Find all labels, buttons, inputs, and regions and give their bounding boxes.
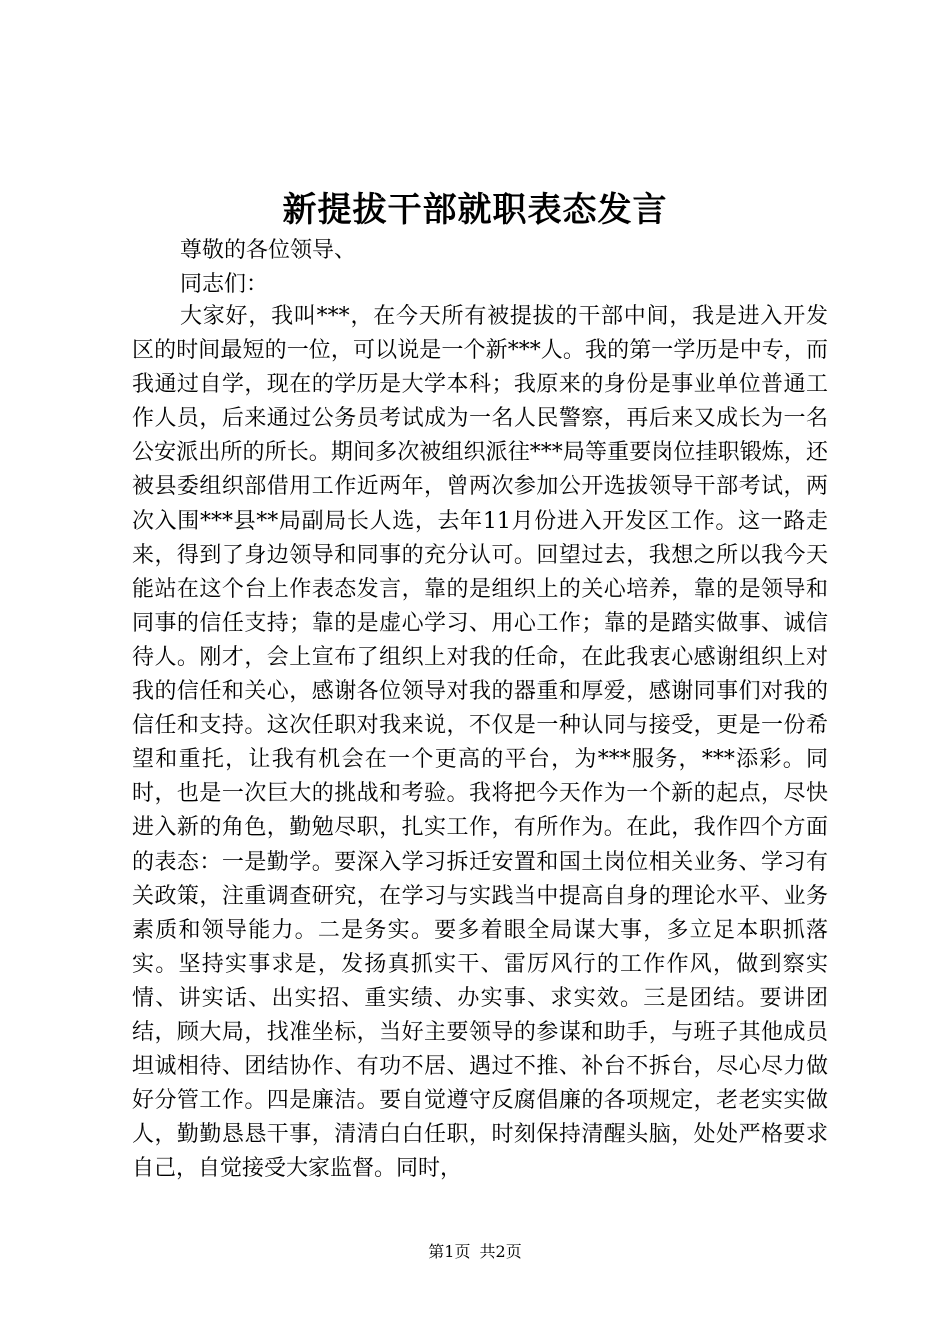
page-number-footer: 第1页 共2页 [428, 1242, 522, 1261]
speech-body-paragraph: 大家好，我叫***，在今天所有被提拔的干部中间，我是进入开发区的时间最短的一位，可以说是一个新***人。我的第一学历是中专，而我通过自学，现在的学历是大学本科；我原来的身份是事业单位普通工作人员，后来通过公务员考试成为一名人民警察，再后来又成长为一名公安派出所的所长。期间多次被组织派往***局等重要岗位挂职锻炼，还被县委组织部借用工作近两年，曾两次参加公开选拔领导干部考试，两次入围***县**局副局长人选，去年11月份进入开发区工作。这一路走来，得到了身边领导和同事的充分认可。回望过去，我想之所以我今天能站在这个台上作表态发言，靠的是组织上的关心培养，靠的是领导和同事的信任支持；靠的是虚心学习、用心工作；靠的是踏实做事、诚信待人。刚才，会上宣布了组织上对我的任命，在此我衷心感谢组织上对我的信任和关心，感谢各位领导对我的器重和厚爱，感谢同事们对我的信任和支持。这次任职对我来说，不仅是一种认同与接受，更是一份希望和重托，让我有机会在一个更高的平台，为***服务，***添彩。同时，也是一次巨大的挑战和考验。我将把今天作为一个新的起点，尽快进入新的角色，勤勉尽职，扎实工作，有所作为。在此，我作四个方面的表态：一是勤学。要深入学习拆迁安置和国土岗位相关业务、学习有关政策，注重调查研究，在学习与实践当中提高自身的理论水平、业务素质和领导能力。二是务实。要多着眼全局谋大事，多立足本职抓落实。坚持实事求是，发扬真抓实干、雷厉风行的工作作风，做到察实情、讲实话、出实招、重实绩、办实事、求实效。三是团结。要讲团结，顾大局，找准坐标，当好主要领导的参谋和助手，与班子其他成员坦诚相待、团结协作、有功不居、遇过不推、补台不拆台，尽心尽力做好分管工作。四是廉洁。要自觉遵守反腐倡廉的各项规定，老老实实做人，勤勤恳恳干事，清清白白任职，时刻保持清醒头脑，处处严格要求自己，自觉接受大家监督。同时， [132, 304, 828, 1182]
salutation-leaders: 尊敬的各位领导、 [180, 238, 357, 263]
salutation-comrades: 同志们： [180, 272, 269, 297]
document-title: 新提拔干部就职表态发言 [282, 190, 668, 230]
